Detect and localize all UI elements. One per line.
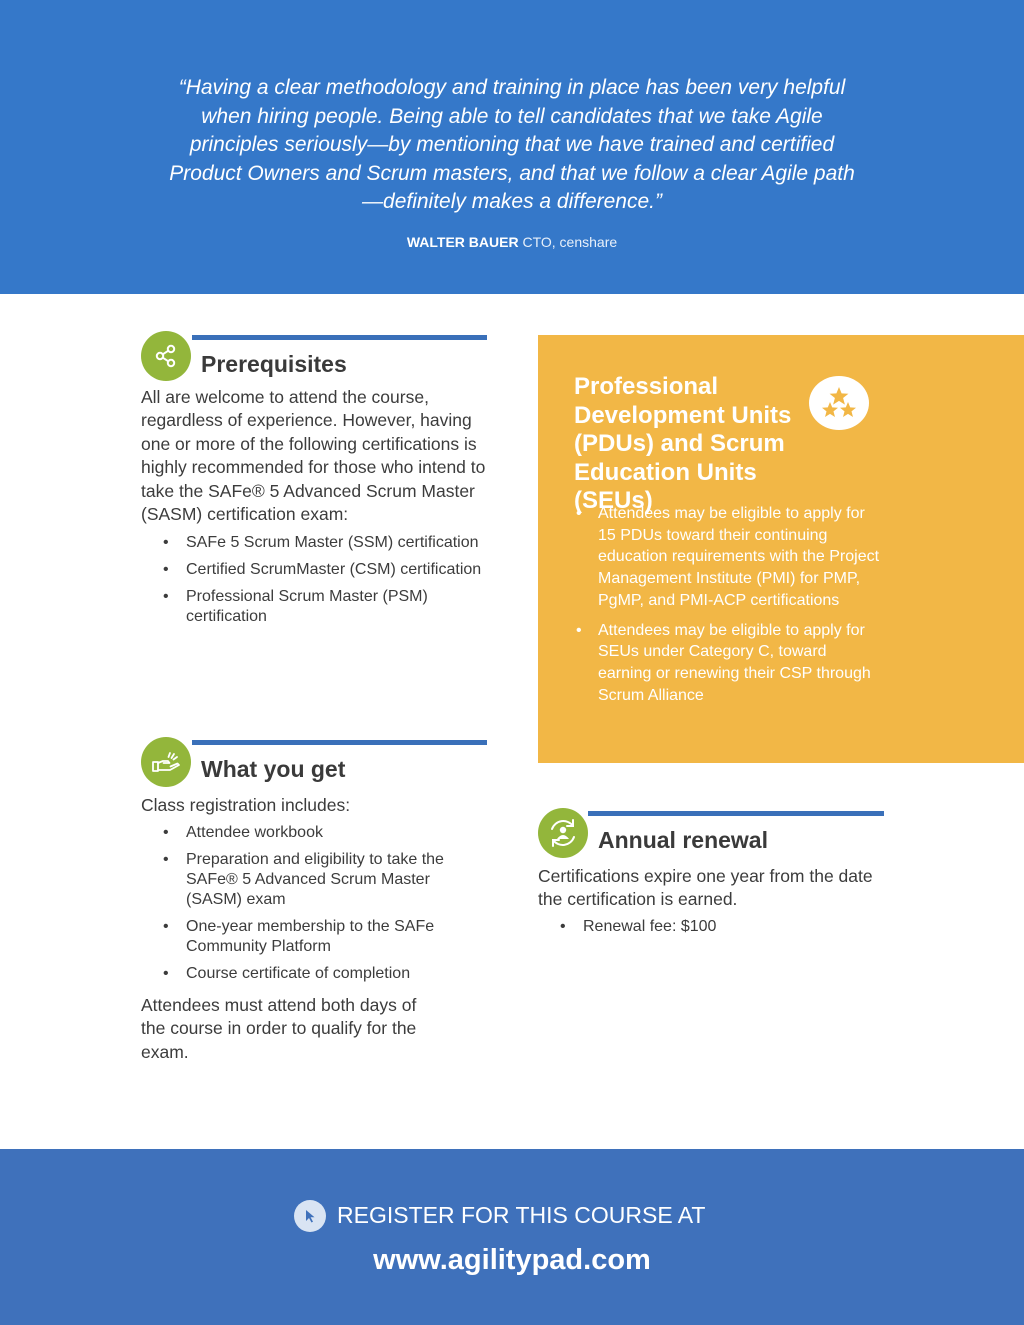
pdu-title: Professional Development Units (PDUs) and Scrum Education Units (SEUs) (574, 373, 792, 514)
annual-renewal-title: Annual renewal (598, 827, 768, 853)
annual-renewal-intro: Certifications expire one year from the date the certification is earned. (538, 866, 873, 910)
prerequisites-intro: All are welcome to attend the course, regardless of experience. However, having one or more of the following certifications is highly recommended for those who intend to take the SAFe® 5 Advanced Scrum Master (SASM) certification exam: (141, 387, 486, 525)
annual-renewal-list (538, 917, 878, 944)
list-item: • Preparation and eligibility to take the SAFe® 5 Advanced Scrum Master (SASM) exam (141, 850, 456, 910)
quote-banner (0, 0, 1024, 294)
testimonial-quote: “Having a clear methodology and training in place has been very helpful when hiring people. Being able to tell candidates that we take Agile principles seriously—by mentioning that we have trained and certified Product Owners and Scrum masters, and that we follow a clear Agile path—definitely makes a difference.” (169, 76, 855, 213)
list-item: • One-year membership to the SAFe Community Platform (141, 917, 456, 957)
what-you-get-title: What you get (201, 756, 346, 782)
list-item: • Attendees may be eligible to apply for SEUs under Category C, toward earning or renewing their CSP through Scrum Alliance (574, 620, 884, 707)
quote-attribution (0, 234, 1024, 250)
pdu-list (574, 503, 884, 714)
section-divider (588, 811, 884, 816)
what-you-get-intro: Class registration includes: (141, 795, 351, 815)
prerequisites-title: Prerequisites (201, 351, 347, 377)
register-url-link[interactable]: www.agilitypad.com (373, 1244, 651, 1276)
what-you-get-list (141, 823, 456, 991)
section-divider (192, 335, 487, 340)
list-item: • Attendees may be eligible to apply for 15 PDUs toward their continuing education requirements with the Project Management Institute (PMI) for PMP, PgMP, and PMI-ACP certifications (574, 503, 884, 612)
stars-icon (809, 376, 869, 430)
register-text: REGISTER FOR THIS COURSE AT (337, 1202, 706, 1228)
quote-author-name: WALTER BAUER (406, 234, 519, 250)
list-item: • SAFe 5 Scrum Master (SSM) certification (141, 533, 501, 553)
what-you-get-outro: Attendees must attend both days of the course in order to qualify for the exam. (141, 995, 417, 1062)
list-item: • Certified ScrumMaster (CSM) certification (141, 560, 501, 580)
list-item: • Professional Scrum Master (PSM) certification (141, 587, 501, 627)
section-divider (192, 740, 487, 745)
list-item: • Course certificate of completion (141, 964, 456, 984)
renewal-person-icon (538, 808, 588, 858)
list-item: • Attendee workbook (141, 823, 456, 843)
prerequisites-list (141, 533, 501, 634)
hand-offer-icon (141, 737, 191, 787)
cursor-icon (294, 1200, 326, 1232)
register-footer (0, 1149, 1024, 1325)
list-item: • Renewal fee: $100 (538, 917, 878, 937)
pdu-info-box (538, 335, 1024, 763)
quote-author-role: CTO, censhare (522, 234, 618, 250)
share-icon (141, 331, 191, 381)
